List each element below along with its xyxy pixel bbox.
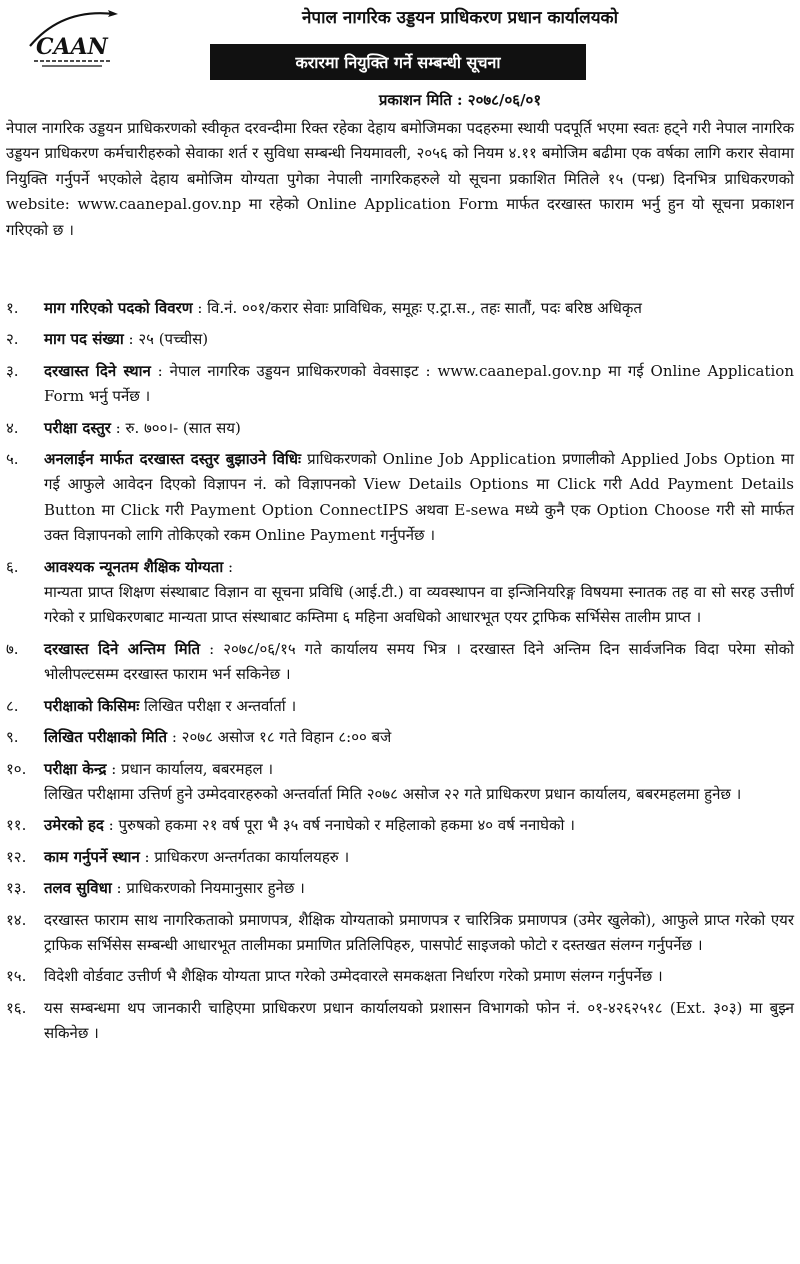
item-number: २. xyxy=(6,330,19,349)
logo-lettering: CAAN xyxy=(36,34,108,60)
item-text: : प्रधान कार्यालय, बबरमहल । xyxy=(106,759,274,778)
list-item xyxy=(6,876,794,901)
item-text: प्राधिकरणको Online Job Application प्रणालीको Applied Jobs Option मा गई आफुले आवेदन दिएको विज्ञापन नं. को विज्ञापनको View Details Options मा Click गरी Add Payment Details Button मा Click गरी Payment Option ConnectIPS अथवा E-sewa मध्ये कुनै एक Option Choose गरी सो मार्फत उक्त विज्ञापनको लागि तोकिएको रकम Online Payment गर्नुपर्नेछ । xyxy=(44,450,795,545)
item-heading: माग गरिएको पदको विवरण xyxy=(44,299,193,317)
item-text: यस सम्बन्धमा थप जानकारी चाहिएमा प्राधिकरण प्रधान कार्यालयको प्रशासन विभागको फोन नं. ०१-४२६२५१८ (Ext. ३०३) मा बुझ्न सकिनेछ । xyxy=(44,998,794,1043)
caan-logo xyxy=(22,6,122,72)
item-heading: दरखास्त दिने स्थान xyxy=(44,361,151,380)
item-detail: मान्यता प्राप्त शिक्षण संस्थाबाट विज्ञान वा सूचना प्रविधि (आई.टी.) वा व्यवस्थापन वा इन्जिनियरिङ्ग विषयमा स्नातक तह वा सो सरह उत्तीर्ण गरेको र प्राधिकरणबाट मान्यता प्राप्त संस्थाबाट कम्तिमा ६ महिना अवधिको आधारभूत एयर ट्राफिक सर्भिसेस तालीम प्राप्त । xyxy=(44,583,794,627)
item-number: ९. xyxy=(6,728,19,747)
list-item xyxy=(6,845,794,870)
item-heading: उमेरको हद xyxy=(44,816,104,835)
item-number: ४. xyxy=(6,418,19,437)
item-number: १४. xyxy=(6,910,27,929)
item-number: ७. xyxy=(6,639,19,658)
list-item xyxy=(6,637,794,688)
item-heading: लिखित परीक्षाको मिति xyxy=(44,728,168,747)
item-number: ११. xyxy=(6,816,27,835)
item-number: १०. xyxy=(6,759,27,778)
item-detail: लिखित परीक्षामा उत्तिर्ण हुने उम्मेदवारहरुको अन्तर्वार्ता मिति २०७८ असोज २२ गते प्राधिकरण प्रधान कार्यालय, बबरमहलमा हुनेछ । xyxy=(44,784,742,803)
organization-title: नेपाल नागरिक उड्डयन प्राधिकरण प्रधान कार्यालयको xyxy=(301,8,619,28)
caan-logo-icon xyxy=(22,6,122,72)
item-text: : प्राधिकरण अन्तर्गतका कार्यालयहरु । xyxy=(139,847,350,866)
item-number: ५. xyxy=(6,450,19,469)
item-number: १६. xyxy=(6,998,27,1017)
item-heading: परीक्षा दस्तुर xyxy=(44,418,111,437)
item-text: : २५ (पच्चीस) xyxy=(123,330,209,349)
item-heading: तलव सुविधा xyxy=(44,879,112,898)
list-item xyxy=(6,359,794,410)
item-text: : २०७८ असोज १८ गते विहान ८:०० बजे xyxy=(167,728,392,747)
list-item xyxy=(6,908,794,959)
item-number: १. xyxy=(6,299,19,317)
notice-title-banner: करारमा नियुक्ति गर्ने सम्बन्धी सूचना xyxy=(210,44,586,80)
item-text: विदेशी वोर्डवाट उत्तीर्ण भै शैक्षिक योग्यता प्राप्त गरेको उम्मेदवारले समकक्षता निर्धारण गरेको प्रमाण संलग्न गर्नुपर्नेछ । xyxy=(44,967,663,986)
item-heading: दरखास्त दिने अन्तिम मिति xyxy=(44,639,201,658)
item-heading: परीक्षा केन्द्र xyxy=(44,759,107,778)
list-item xyxy=(6,964,794,989)
list-item xyxy=(6,327,794,352)
list-item xyxy=(6,725,794,750)
item-number: ८. xyxy=(6,696,19,715)
intro-paragraph: नेपाल नागरिक उड्डयन प्राधिकरणको स्वीकृत दरवन्दीमा रिक्त रहेका देहाय बमोजिमका पदहरुमा स्थायी पदपूर्ति भएमा स्वतः हट्ने गरी नेपाल नागरिक उड्डयन प्राधिकरण कर्मचारीहरुको सेवाका शर्त र सुविधा सम्बन्धी नियमावली, २०५६ को नियम ४.११ बमोजिम बढीमा एक वर्षका लागि करार सेवामा नियुक्ति गर्नुपर्ने भएकोले देहाय बमोजिम योग्यता पुगेका नेपाली नागरिकहरुले यो सूचना प्रकाशित मितिले १५ (पन्ध्र) दिनभित्र प्राधिकरणको website: www.caanepal.gov.np मा रहेको Online Application Form मार्फत दरखास्त फाराम भर्नु हुन यो सूचना प्रकाशन गरिएको छ । xyxy=(6,119,795,239)
item-heading: माग पद संख्या xyxy=(44,330,124,349)
list-item xyxy=(6,996,794,1047)
item-text: : २०७८/०६/१५ गते कार्यालय समय भित्र । दरखास्त दिने अन्तिम दिन सार्वजनिक विदा परेमा सोको भोलीपल्टसम्म दरखास्त फाराम भर्न सकिनेछ । xyxy=(44,639,794,684)
item-text: : नेपाल नागरिक उड्डयन प्राधिकरणको वेवसाइट : www.caanepal.gov.np मा गई Online Application Form भर्नु पर्नेछ । xyxy=(44,361,794,406)
item-number: १२. xyxy=(6,847,27,866)
list-item xyxy=(6,447,794,549)
item-text: : रु. ७००।- (सात सय) xyxy=(110,418,241,437)
item-text: : प्राधिकरणको नियमानुसार हुनेछ । xyxy=(111,879,305,898)
notice-items-list xyxy=(6,296,794,1053)
list-item xyxy=(6,694,794,719)
item-text: दरखास्त फाराम साथ नागरिकताको प्रमाणपत्र, शैक्षिक योग्यताको प्रमाणपत्र र चारित्रिक प्रमाणपत्र (उमेर खुलेको), आफुले प्राप्त गरेको एयर ट्राफिक सर्भिसेस सम्बन्धी आधारभूत तालीमका प्रमाणित प्रतिलिपिहरु, पासपोर्ट साइजको फोटो र दस्तखत संलग्न गर्नुपर्नेछ । xyxy=(44,910,794,954)
item-heading: परीक्षाको किसिमः xyxy=(44,696,140,715)
publish-date: प्रकाशन मिति : २०७८/०६/०१ xyxy=(378,91,542,109)
item-text: : वि.नं. ००१/करार सेवाः प्राविधिक, समूहः ए.ट्रा.स., तहः सातौं, पदः बरिष्ठ अधिकृत xyxy=(192,299,642,317)
item-number: ३. xyxy=(6,361,19,380)
item-text: : पुरुषको हकमा २१ वर्ष पूरा भै ३५ वर्ष ननाघेको र महिलाको हकमा ४० वर्ष ननाघेको । xyxy=(103,816,575,835)
item-heading: काम गर्नुपर्ने स्थान xyxy=(44,847,140,866)
item-number: ६. xyxy=(6,557,19,576)
item-text: : xyxy=(223,557,234,576)
item-number: १३. xyxy=(6,879,27,898)
list-item xyxy=(6,555,794,631)
item-heading: आवश्यक न्यूनतम शैक्षिक योग्यता xyxy=(44,557,224,576)
item-heading: अनलाईन मार्फत दरखास्त दस्तुर बुझाउने विधिः xyxy=(44,450,302,469)
list-item xyxy=(6,296,794,321)
item-number: १५. xyxy=(6,967,27,986)
item-text: लिखित परीक्षा र अन्तर्वार्ता । xyxy=(139,696,297,715)
list-item xyxy=(6,757,794,808)
list-item xyxy=(6,416,794,441)
list-item xyxy=(6,813,794,838)
